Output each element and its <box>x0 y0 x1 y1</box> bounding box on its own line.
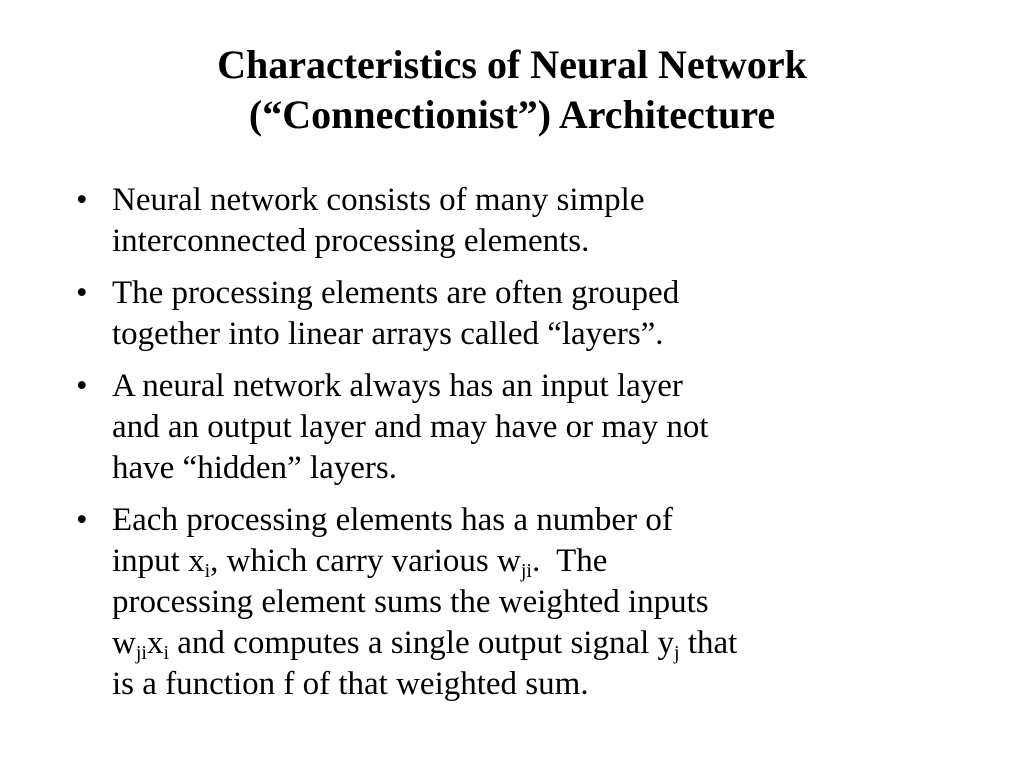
bullet-list <box>76 180 976 716</box>
bullet-text-line: The processing elements are often grouped <box>112 275 680 311</box>
subscript: i <box>163 642 170 664</box>
bullet-text-line: is a function f of that weighted sum. <box>112 666 589 702</box>
bullet-icon: • <box>76 182 88 218</box>
bullet-item-1 <box>76 180 976 262</box>
bullet-text-line: A neural network always has an input layer <box>112 368 683 404</box>
title-line-1: Characteristics of Neural Network <box>217 42 807 87</box>
bullet-icon: • <box>76 275 88 311</box>
subscript: j <box>674 642 680 664</box>
bullet-text-line: Each processing elements has a number of <box>112 502 673 538</box>
text-fragment: x <box>146 625 164 661</box>
bullet-text-line-with-subscripts <box>112 623 976 664</box>
subscript: i <box>204 560 211 582</box>
bullet-text-line: and an output layer and may have or may not <box>112 409 709 445</box>
bullet-text-line: interconnected processing elements. <box>112 223 590 259</box>
text-fragment: that <box>679 625 738 661</box>
subscript: ji <box>135 642 147 664</box>
bullet-item-3 <box>76 366 976 489</box>
subscript: ji <box>520 560 532 582</box>
text-fragment: , which carry various w <box>210 543 521 579</box>
bullet-text-line: processing element sums the weighted inputs <box>112 584 709 620</box>
bullet-text-line: Neural network consists of many simple <box>112 182 645 218</box>
bullet-text-line-with-subscripts <box>112 541 976 582</box>
bullet-text-line: together into linear arrays called “layers”. <box>112 316 664 352</box>
bullet-item-4 <box>76 500 976 705</box>
title-line-2: (“Connectionist”) Architecture <box>248 92 776 137</box>
bullet-text-line: have “hidden” layers. <box>112 450 397 486</box>
bullet-icon: • <box>76 502 88 538</box>
slide-title <box>0 40 1024 140</box>
text-fragment: input x <box>112 543 205 579</box>
text-fragment: w <box>112 625 136 661</box>
bullet-icon: • <box>76 368 88 404</box>
text-fragment: . The <box>531 543 608 579</box>
text-fragment: and computes a single output signal y <box>169 625 675 661</box>
bullet-item-2 <box>76 273 976 355</box>
